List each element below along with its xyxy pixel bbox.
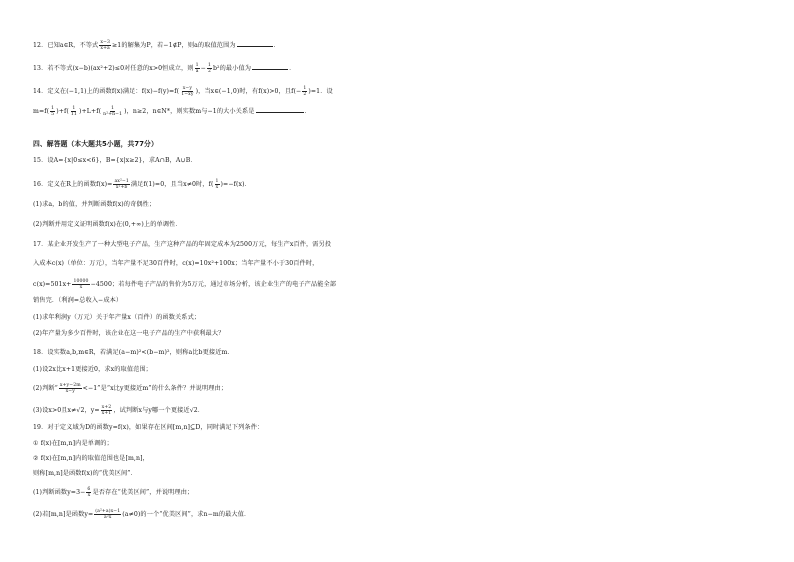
question-18: 18．设实数a,b,m∈R，若满足(a−m)²<(b−m)²，则称a比b更接近m． bbox=[33, 349, 234, 356]
q19-1-pre: (1)判断函数y=3− bbox=[33, 489, 86, 496]
q14-l2-frac2-den: 11 bbox=[70, 112, 77, 117]
q14-l2-mid1: )+f( bbox=[56, 108, 69, 115]
question-19-part-2 bbox=[33, 509, 250, 520]
q13-text-pre: 13．若不等式(x−b)(ax²+2)≤0对任意的x>0恒成立，则 bbox=[33, 65, 194, 72]
q12-frac-num: x−3 bbox=[100, 40, 110, 45]
q14-l1-frac2-den: 2 bbox=[303, 92, 307, 97]
question-19-condition-3: 则称[m,n]是函数f(x)的“优美区间”． bbox=[33, 470, 137, 477]
q14-l1-frac2-num: 1 bbox=[303, 86, 307, 91]
q19-2-post: (a≠0)的一个“优美区间”，求n−m的最大值． bbox=[122, 511, 251, 518]
q14-l2-mid2: )+L+f( bbox=[78, 108, 102, 115]
q19-1-frac-num: 6 bbox=[87, 487, 91, 492]
q18-3-fraction bbox=[101, 405, 113, 416]
q16-post: )=−f(x)． bbox=[220, 181, 251, 188]
q18-2-fraction bbox=[59, 383, 82, 394]
q16-fraction-1 bbox=[113, 179, 129, 190]
question-14-line-2 bbox=[33, 106, 311, 117]
q12-text-pre: 12．已知a∈R，不等式 bbox=[33, 42, 99, 49]
question-19-condition-2: ② f(x)在[m,n]内的取值范围也是[m,n]， bbox=[33, 455, 149, 462]
q18-2-frac-den: x−y bbox=[65, 389, 75, 394]
q19-2-pre: (2)若[m,n]是函数y= bbox=[33, 511, 94, 518]
question-17-line-4: 销售完．（利润=总收入−成本） bbox=[33, 297, 123, 304]
q12-frac-den: x+a bbox=[100, 46, 110, 51]
q19-2-fraction bbox=[94, 509, 121, 520]
q17-frac-num: 10000 bbox=[73, 279, 89, 284]
q14-l1-frac1-den: 1−xy bbox=[181, 92, 194, 97]
q18-2-post: <−1”是“x比y更接近m”的什么条件？并说明理由； bbox=[82, 385, 228, 392]
q14-l2-frac3-den: n²+n−1 bbox=[103, 112, 123, 117]
question-13 bbox=[33, 63, 295, 74]
q18-3-frac-num: x+2 bbox=[101, 405, 112, 410]
q19-2-frac-num: (a²+a)x−1 bbox=[95, 509, 121, 514]
q17-l3-pre: c(x)=501x+ bbox=[33, 281, 72, 288]
q16-mid: 满足f(1)=0，且当x≠0时，f( bbox=[130, 181, 214, 188]
q14-l2-fraction-3 bbox=[102, 106, 123, 117]
question-18-part-2 bbox=[33, 383, 227, 394]
q14-l2-frac3-num: 1 bbox=[111, 106, 115, 111]
question-17-part-1: (1)求年利润y（万元）关于年产量x（百件）的函数关系式； bbox=[33, 314, 201, 321]
q18-3-post: ，试判断x与y哪一个更接近√2． bbox=[113, 407, 205, 414]
question-18-part-1: (1)设2x比x+1更接近0，求x的取值范围； bbox=[33, 366, 152, 373]
q17-frac-den: x bbox=[79, 285, 83, 290]
q12-answer-blank[interactable] bbox=[237, 41, 273, 47]
q12-text-post: ≥1的解集为P，若−1∉P，则a的取值范围为 bbox=[112, 42, 236, 49]
q17-l3-fraction bbox=[72, 279, 89, 290]
q13-answer-blank[interactable] bbox=[252, 64, 288, 70]
q13-fraction-2 bbox=[207, 63, 212, 74]
q19-1-fraction bbox=[86, 487, 91, 498]
q18-2-pre: (2)判断“ bbox=[33, 385, 58, 392]
q16-frac2-num: 1 bbox=[215, 179, 219, 184]
q16-frac1-num: ax²−1 bbox=[114, 179, 129, 184]
q14-l2-frac1-num: 1 bbox=[51, 106, 55, 111]
q18-3-pre: (3)设x>0且x≠√2，y= bbox=[33, 407, 100, 414]
q16-frac1-den: x²+b bbox=[115, 185, 128, 190]
question-16-part-2: (2)判断并用定义证明函数f(x)在(0,+∞)上的单调性． bbox=[33, 221, 182, 228]
question-12 bbox=[33, 40, 280, 51]
q14-answer-blank[interactable] bbox=[256, 107, 304, 113]
question-17-part-2: (2)年产量为多少百件时，该企业在这一电子产品的生产中获利最大？ bbox=[33, 330, 225, 337]
q18-2-frac-num: x+y−2m bbox=[59, 383, 81, 388]
q12-fraction bbox=[99, 40, 111, 51]
question-16-part-1: (1)求a，b的值，并判断函数f(x)的奇偶性； bbox=[33, 201, 156, 208]
q13-frac1-num: 1 bbox=[195, 63, 199, 68]
q14-l1-frac1-num: x−y bbox=[182, 86, 193, 91]
question-17-line-2: 入成本c(x)（单位：万元），当年产量不足30百件时，c(x)=10x²+100x；当年产量不小于30百件时， bbox=[33, 260, 319, 267]
q16-frac2-den: x bbox=[215, 185, 219, 190]
question-18-part-3 bbox=[33, 405, 204, 416]
q14-l2-pre: m=f( bbox=[33, 108, 50, 115]
q19-1-frac-den: x bbox=[87, 493, 91, 498]
question-14-line-1 bbox=[33, 86, 333, 97]
q14-l1-pre: 14．定义在(−1,1)上的函数f(x)满足：f(x)−f(y)=f( bbox=[33, 88, 180, 95]
q13-frac2-num: 1 bbox=[207, 63, 211, 68]
q14-l2-end: ． bbox=[304, 108, 311, 115]
q19-1-post: 是否存在“优美区间”，并说明理由； bbox=[92, 489, 194, 496]
question-19: 19．对于定义域为D的函数y=f(x)，如果存在区间[m,n]⊆D，同时满足下列条件： bbox=[33, 424, 264, 431]
q14-l2-frac2-num: 1 bbox=[72, 106, 76, 111]
q14-l2-post: )，n≥2，n∈N*，则实数m与−1的大小关系是 bbox=[124, 108, 255, 115]
q14-l1-fraction-2 bbox=[302, 86, 307, 97]
question-19-condition-1: ① f(x)在[m,n]内是单调的； bbox=[33, 440, 113, 447]
question-19-part-1 bbox=[33, 487, 193, 498]
q16-pre: 16．定义在R上的函数f(x)= bbox=[33, 181, 113, 188]
q14-l2-frac1-den: 5 bbox=[51, 112, 55, 117]
question-17-line-3 bbox=[33, 279, 336, 290]
q13-frac1-den: a bbox=[195, 69, 199, 74]
section-4-heading: 四、解答题（本大题共5小题，共77分） bbox=[33, 140, 158, 148]
q16-fraction-2 bbox=[215, 179, 220, 190]
q17-l3-post: −4500；若每件电子产品的售价为5万元，通过市场分析，该企业生产的电子产品能全部 bbox=[90, 281, 337, 288]
q14-l1-post: )，当x∈(−1,0)时，有f(x)>0，且f(− bbox=[195, 88, 302, 95]
question-17-line-1: 17．某企业开发生产了一种大型电子产品，生产这种产品的年固定成本为2500万元，每生产x百件，需另投 bbox=[33, 241, 332, 248]
q14-l1-fraction-1 bbox=[180, 86, 194, 97]
q12-text-end: ． bbox=[273, 42, 280, 49]
question-15: 15．设A={x|0≤x<6}，B={x|x≥2}，求A∩B，A∪B． bbox=[33, 157, 197, 164]
q13-fraction-1 bbox=[195, 63, 200, 74]
q13-text-mid: − bbox=[200, 65, 206, 72]
q18-3-frac-den: x+1 bbox=[101, 411, 112, 416]
q13-text-end: ． bbox=[289, 65, 296, 72]
q13-frac2-den: 2 bbox=[207, 69, 211, 74]
q13-text-post: b²的最小值为 bbox=[212, 65, 252, 72]
q14-l1-end: )=1．设 bbox=[308, 88, 333, 95]
q19-2-frac-den: a²x bbox=[104, 515, 112, 520]
question-16 bbox=[33, 179, 251, 190]
q14-l2-fraction-2 bbox=[70, 106, 78, 117]
q14-l2-fraction-1 bbox=[50, 106, 55, 117]
